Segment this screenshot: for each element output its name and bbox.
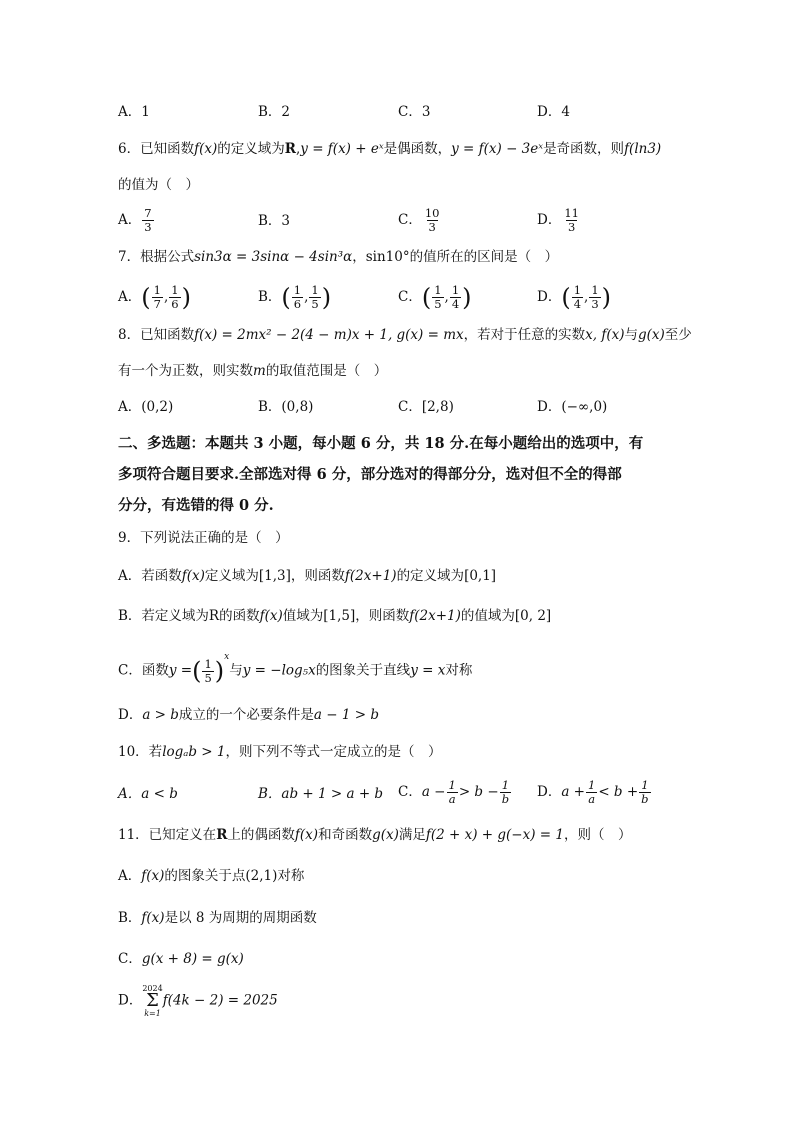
q10-option-a: A．a < b <box>118 786 178 802</box>
q5-option-b: B．2 <box>258 104 291 120</box>
q11-option-a: A．f(x)的图象关于点(2,1)对称 <box>118 868 305 884</box>
q6-stem-line2: 的值为（ ） <box>118 177 199 193</box>
q9-option-c: C．函数y =( $\frac{1}{5}$ )$^x$与y = −log₅x的图象关于直线y = x对称 <box>118 652 473 685</box>
section2-line2: 多项符合题目要求.全部选对得 6 分，部分选对的得部分分，选对但不全的得部 <box>118 466 622 483</box>
q8-stem-line2: 有一个为正数，则实数m的取值范围是（ ） <box>118 363 388 379</box>
q11-option-c: C．g(x + 8) = g(x) <box>118 951 244 967</box>
q10-stem: 10．若logₐb > 1，则下列不等式一定成立的是（ ） <box>118 744 442 760</box>
q7-option-a: A．( $\frac{1}{7}$ , $\frac{1}{6}$ ) <box>118 283 191 312</box>
q9-option-d: D．a > b成立的一个必要条件是a − 1 > b <box>118 707 379 723</box>
q8-stem: 8．已知函数f(x) = 2mx² − 2(4 − m)x + 1, g(x) = mx，若对于任意的实数x, f(x)与g(x)至少 <box>118 327 692 343</box>
q7-option-c: C．( $\frac{1}{5}$ , $\frac{1}{4}$ ) <box>398 283 472 312</box>
q5-option-d: D．4 <box>537 104 570 120</box>
q6-option-d: D． $\frac{11}{3}$ <box>537 206 579 234</box>
q11-option-b: B．f(x)是以 8 为周期的周期函数 <box>118 910 317 926</box>
q10-option-d: D．a + $\frac{1}{a}$ < b + $\frac{1}{b}$ <box>537 778 649 806</box>
q11-stem: 11．已知定义在R上的偶函数f(x)和奇函数g(x)满足f(2 + x) + g(−x) = 1，则（ ） <box>118 827 632 843</box>
q9-option-a: A．若函数f(x)定义域为[1,3]，则函数f(2x+1)的定义域为[0,1] <box>118 568 497 584</box>
q7-stem: 7．根据公式sin3α = 3sinα − 4sin³α，sin10°的值所在的区间是（ ） <box>118 249 559 265</box>
q10-option-c: C．a − $\frac{1}{a}$ > b − $\frac{1}{b}$ <box>398 778 510 806</box>
q8-option-b: B．(0,8) <box>258 399 314 415</box>
q7-option-b: B．( $\frac{1}{6}$ , $\frac{1}{5}$ ) <box>258 283 332 312</box>
q10-option-b: B．ab + 1 > a + b <box>258 786 384 802</box>
q6-option-a: A． $\frac{7}{3}$ <box>118 206 152 234</box>
q5-option-a: A．1 <box>118 104 150 120</box>
section2-line1: 二、多选题：本题共 3 小题，每小题 6 分，共 18 分.在每小题给出的选项中，有 <box>118 435 644 452</box>
section2-line3: 分分，有选错的得 0 分. <box>118 497 274 514</box>
q6-option-c: C． $\frac{10}{3}$ <box>398 206 440 234</box>
q8-option-a: A．(0,2) <box>118 399 174 415</box>
q8-option-d: D．(−∞,0) <box>537 399 608 415</box>
q8-option-c: C．[2,8) <box>398 399 454 415</box>
q6-option-b: B．3 <box>258 213 291 229</box>
q11-option-d: D． 2024 Σ k=1 f(4k − 2) = 2025 <box>118 984 278 1018</box>
q5-option-c: C．3 <box>398 104 431 120</box>
q6-stem: 6．已知函数f(x)的定义域为R,y = f(x) + eˣ是偶函数，y = f(x) − 3eˣ是奇函数，则f(ln3) <box>118 141 662 157</box>
q9-stem: 9．下列说法正确的是（ ） <box>118 530 289 546</box>
q7-option-d: D．( $\frac{1}{4}$ , $\frac{1}{3}$ ) <box>537 283 612 312</box>
q9-option-b: B．若定义域为R的函数f(x)值域为[1,5]，则函数f(2x+1)的值域为[0, 2] <box>118 608 552 624</box>
